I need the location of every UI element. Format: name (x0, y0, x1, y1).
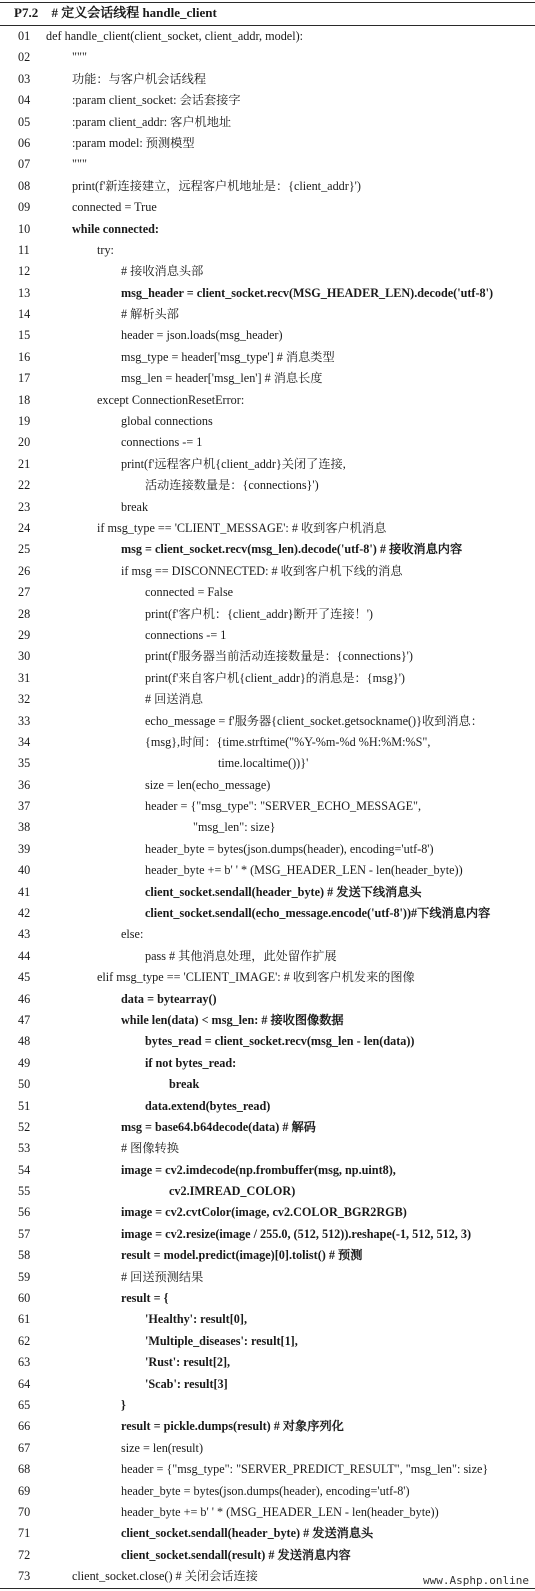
line-number: 70 (18, 1504, 31, 1519)
line-number: 61 (18, 1312, 31, 1327)
bottom-rule (0, 1588, 535, 1589)
line-number: 52 (18, 1119, 31, 1134)
line-number: 42 (18, 906, 31, 921)
line-number: 17 (18, 371, 31, 386)
code-text: client_socket.sendall(header_byte) # 发送消息头 (121, 1526, 374, 1541)
line-number: 30 (18, 649, 31, 664)
code-line (0, 90, 535, 111)
code-text: :param client_addr: 客户机地址 (72, 114, 232, 129)
code-line (0, 1374, 535, 1395)
code-line (0, 946, 535, 967)
code-text: header = {"msg_type": "SERVER_ECHO_MESSAGE", (145, 799, 422, 814)
code-line (0, 1416, 535, 1437)
line-number: 64 (18, 1376, 31, 1391)
line-number: 53 (18, 1141, 31, 1156)
code-line (0, 561, 535, 582)
code-text: msg_header = client_socket.recv(MSG_HEADER_LEN).decode('utf-8') (121, 285, 494, 300)
line-number: 16 (18, 349, 31, 364)
line-number: 28 (18, 606, 31, 621)
code-line (0, 197, 535, 218)
code-text: time.localtime())}' (218, 756, 309, 771)
code-line (0, 261, 535, 282)
code-text: except ConnectionResetError: (97, 392, 245, 407)
line-number: 05 (18, 114, 31, 129)
line-number: 73 (18, 1569, 31, 1584)
code-line (0, 475, 535, 496)
line-number: 49 (18, 1055, 31, 1070)
line-number: 01 (18, 29, 31, 43)
code-text: print(f'服务器当前活动连接数量是：{connections}') (145, 649, 413, 664)
code-text: """ (72, 50, 87, 65)
code-line (0, 154, 535, 175)
code-line (0, 903, 535, 924)
line-number: 55 (18, 1184, 31, 1199)
code-text: msg = base64.b64decode(data) # 解码 (121, 1119, 316, 1134)
code-text: 'Healthy': result[0], (145, 1312, 247, 1327)
code-text: data = bytearray() (121, 991, 217, 1006)
code-line (0, 882, 535, 903)
code-line (0, 1267, 535, 1288)
line-number: 08 (18, 178, 31, 193)
code-line (0, 1138, 535, 1159)
code-line (0, 411, 535, 432)
code-text: print(f'新连接建立，远程客户机地址是：{client_addr}') (72, 178, 361, 193)
code-line (0, 1523, 535, 1544)
line-number: 13 (18, 285, 31, 300)
code-text: :param client_socket: 会话套接字 (72, 93, 241, 108)
code-text: else: (121, 927, 144, 942)
code-line (0, 924, 535, 945)
code-line (0, 1245, 535, 1266)
listing-tag: P7.2 (14, 5, 39, 20)
line-number: 46 (18, 991, 31, 1006)
line-number: 68 (18, 1462, 31, 1477)
code-line (0, 1352, 535, 1373)
code-line (0, 26, 535, 47)
code-text: elif msg_type == 'CLIENT_IMAGE': # 收到客户机发来的图像 (97, 970, 415, 985)
line-number: 47 (18, 1012, 31, 1027)
code-text: result = pickle.dumps(result) # 对象序列化 (121, 1419, 344, 1434)
code-text: client_socket.close() # 关闭会话连接 (72, 1569, 258, 1584)
code-text: echo_message = f'服务器{client_socket.getsockname()}收到消息： (145, 713, 483, 728)
code-line (0, 1053, 535, 1074)
line-number: 34 (18, 734, 31, 749)
code-line (0, 711, 535, 732)
line-number: 24 (18, 520, 31, 535)
line-number: 31 (18, 670, 31, 685)
line-number: 44 (18, 948, 31, 963)
code-line (0, 304, 535, 325)
code-line (0, 625, 535, 646)
code-text: data.extend(bytes_read) (145, 1098, 271, 1113)
line-number: 03 (18, 71, 31, 86)
code-text: try: (97, 242, 114, 257)
code-line (0, 112, 535, 133)
code-line (0, 325, 535, 346)
code-text: bytes_read = client_socket.recv(msg_len - len(data)) (145, 1034, 415, 1049)
code-text: header = json.loads(msg_header) (121, 328, 283, 343)
code-line (0, 69, 535, 90)
line-number: 27 (18, 585, 31, 600)
code-text: header_byte += b' ' * (MSG_HEADER_LEN - len(header_byte)) (121, 1504, 439, 1519)
code-line (0, 1224, 535, 1245)
line-number: 25 (18, 542, 31, 557)
code-text: connections -= 1 (145, 627, 227, 642)
listing-caption: # 定义会话线程 handle_client (51, 5, 217, 20)
code-text: 'Rust': result[2], (145, 1355, 231, 1370)
code-text: header_byte = bytes(json.dumps(header), encoding='utf-8') (121, 1483, 410, 1498)
code-line (0, 240, 535, 261)
line-number: 35 (18, 756, 31, 771)
line-number: 66 (18, 1419, 31, 1434)
code-text: if msg_type == 'CLIENT_MESSAGE': # 收到客户机消息 (97, 520, 387, 535)
line-number: 07 (18, 157, 31, 172)
code-line (0, 582, 535, 603)
line-number: 65 (18, 1398, 31, 1412)
line-number: 43 (18, 927, 31, 942)
line-number: 58 (18, 1248, 31, 1263)
code-text: client_socket.sendall(echo_message.encode('utf-8'))#下线消息内容 (145, 906, 491, 921)
watermark: www.Asphp.online (423, 1574, 529, 1587)
code-text: } (121, 1398, 126, 1412)
code-text: connected = True (72, 200, 157, 215)
line-number: 54 (18, 1162, 31, 1177)
code-line (0, 1481, 535, 1502)
code-line (0, 539, 535, 560)
code-text: image = cv2.cvtColor(image, cv2.COLOR_BGR2RGB) (121, 1205, 407, 1220)
code-line (0, 1288, 535, 1309)
code-text: print(f'来自客户机{client_addr}的消息是：{msg}') (145, 670, 405, 685)
code-text: 活动连接数量是：{connections}') (145, 478, 319, 493)
listing-title (14, 3, 217, 23)
code-line (0, 753, 535, 774)
code-text: connections -= 1 (121, 435, 203, 450)
line-number: 02 (18, 50, 31, 65)
line-number: 69 (18, 1483, 31, 1498)
code-text: {msg},时间：{time.strftime("%Y-%m-%d %H:%M:%S", (145, 734, 431, 749)
code-line (0, 283, 535, 304)
code-text: 功能：与客户机会话线程 (72, 71, 207, 86)
code-text: # 回送消息 (145, 692, 203, 707)
code-text: # 回送预测结果 (121, 1269, 204, 1284)
code-text: header = {"msg_type": "SERVER_PREDICT_RESULT", "msg_len": size} (121, 1462, 489, 1477)
code-line (0, 646, 535, 667)
code-line (0, 796, 535, 817)
line-number: 18 (18, 392, 31, 407)
code-line (0, 1438, 535, 1459)
code-text: while len(data) < msg_len: # 接收图像数据 (121, 1012, 344, 1027)
code-text: image = cv2.imdecode(np.frombuffer(msg, np.uint8), (121, 1162, 396, 1177)
code-line (0, 1160, 535, 1181)
code-line (0, 497, 535, 518)
code-text: image = cv2.resize(image / 255.0, (512, 512)).reshape(-1, 512, 512, 3) (121, 1226, 472, 1241)
code-text: 'Multiple_diseases': result[1], (145, 1333, 298, 1348)
code-text: connected = False (145, 585, 234, 600)
code-line (0, 219, 535, 240)
line-number: 63 (18, 1355, 31, 1370)
line-number: 20 (18, 435, 31, 450)
code-line (0, 1331, 535, 1352)
code-text: while connected: (72, 221, 159, 236)
line-number: 14 (18, 307, 31, 322)
line-number: 26 (18, 563, 31, 578)
code-text: msg_len = header['msg_len'] # 消息长度 (121, 371, 323, 386)
line-number: 06 (18, 135, 31, 150)
line-number: 12 (18, 264, 31, 279)
line-number: 22 (18, 478, 31, 493)
code-line (0, 390, 535, 411)
line-number: 37 (18, 799, 31, 814)
line-number: 15 (18, 328, 31, 343)
code-text: # 图像转换 (121, 1141, 179, 1156)
line-number: 33 (18, 713, 31, 728)
code-line (0, 133, 535, 154)
line-number: 29 (18, 627, 31, 642)
code-text: "msg_len": size} (193, 820, 276, 835)
code-line (0, 860, 535, 881)
code-line (0, 689, 535, 710)
code-line (0, 839, 535, 860)
line-number: 04 (18, 93, 31, 108)
code-text: result = { (121, 1291, 169, 1306)
code-text: size = len(result) (121, 1440, 203, 1455)
line-number: 60 (18, 1291, 31, 1306)
line-number: 50 (18, 1077, 31, 1092)
code-line (0, 1031, 535, 1052)
code-text: def handle_client(client_socket, client_addr, model): (46, 29, 304, 43)
code-line (0, 1502, 535, 1523)
code-line (0, 1309, 535, 1330)
code-line (0, 176, 535, 197)
code-text: # 接收消息头部 (121, 264, 204, 279)
code-line (0, 1117, 535, 1138)
code-line (0, 347, 535, 368)
code-line (0, 1459, 535, 1480)
code-text: client_socket.sendall(result) # 发送消息内容 (121, 1547, 351, 1562)
code-text: header_byte += b' ' * (MSG_HEADER_LEN - len(header_byte)) (145, 863, 463, 878)
code-text: 'Scab': result[3] (145, 1376, 228, 1391)
line-number: 71 (18, 1526, 31, 1541)
code-line (0, 432, 535, 453)
code-text: :param model: 预测模型 (72, 135, 195, 150)
code-line (0, 1181, 535, 1202)
line-number: 19 (18, 414, 31, 429)
code-text: break (169, 1077, 200, 1092)
line-number: 51 (18, 1098, 31, 1113)
line-number: 11 (18, 242, 30, 257)
line-number: 45 (18, 970, 31, 985)
code-text: """ (72, 157, 87, 172)
line-number: 62 (18, 1333, 31, 1348)
code-line (0, 1074, 535, 1095)
code-line (0, 1395, 535, 1416)
line-number: 67 (18, 1440, 31, 1455)
line-number: 21 (18, 456, 31, 471)
line-number: 40 (18, 863, 31, 878)
code-text: client_socket.sendall(header_byte) # 发送下线消息头 (145, 884, 422, 899)
code-line (0, 1010, 535, 1031)
line-number: 10 (18, 221, 31, 236)
code-line (0, 368, 535, 389)
code-text: if msg == DISCONNECTED: # 收到客户机下线的消息 (121, 563, 403, 578)
code-text: cv2.IMREAD_COLOR) (169, 1184, 296, 1199)
code-line (0, 732, 535, 753)
code-text: pass # 其他消息处理，此处留作扩展 (145, 948, 337, 963)
code-line (0, 518, 535, 539)
code-text: result = model.predict(image)[0].tolist() # 预测 (121, 1248, 363, 1263)
code-text: break (121, 499, 149, 514)
code-line (0, 967, 535, 988)
code-text: msg_type = header['msg_type'] # 消息类型 (121, 349, 335, 364)
code-text: # 解析头部 (121, 307, 179, 322)
code-text: size = len(echo_message) (145, 777, 271, 792)
line-number: 38 (18, 820, 31, 835)
code-line (0, 817, 535, 838)
code-line (0, 775, 535, 796)
line-number: 36 (18, 777, 31, 792)
code-listing (0, 26, 535, 1588)
code-line (0, 1545, 535, 1566)
code-line (0, 668, 535, 689)
line-number: 09 (18, 200, 31, 215)
line-number: 72 (18, 1547, 31, 1562)
line-number: 23 (18, 499, 31, 514)
line-number: 56 (18, 1205, 31, 1220)
code-text: msg = client_socket.recv(msg_len).decode('utf-8') # 接收消息内容 (121, 542, 463, 557)
line-number: 57 (18, 1226, 31, 1241)
code-text: header_byte = bytes(json.dumps(header), encoding='utf-8') (145, 841, 434, 856)
code-line (0, 604, 535, 625)
code-text: if not bytes_read: (145, 1055, 237, 1070)
code-text: global connections (121, 414, 213, 429)
code-line (0, 1202, 535, 1223)
code-line (0, 454, 535, 475)
line-number: 32 (18, 692, 31, 707)
code-line (0, 47, 535, 68)
line-number: 48 (18, 1034, 31, 1049)
line-number: 59 (18, 1269, 31, 1284)
line-number: 41 (18, 884, 31, 899)
code-text: print(f'客户机：{client_addr}断开了连接！') (145, 606, 373, 621)
code-line (0, 1096, 535, 1117)
code-line (0, 989, 535, 1010)
code-text: print(f'远程客户机{client_addr}关闭了连接, (121, 456, 346, 471)
line-number: 39 (18, 841, 31, 856)
